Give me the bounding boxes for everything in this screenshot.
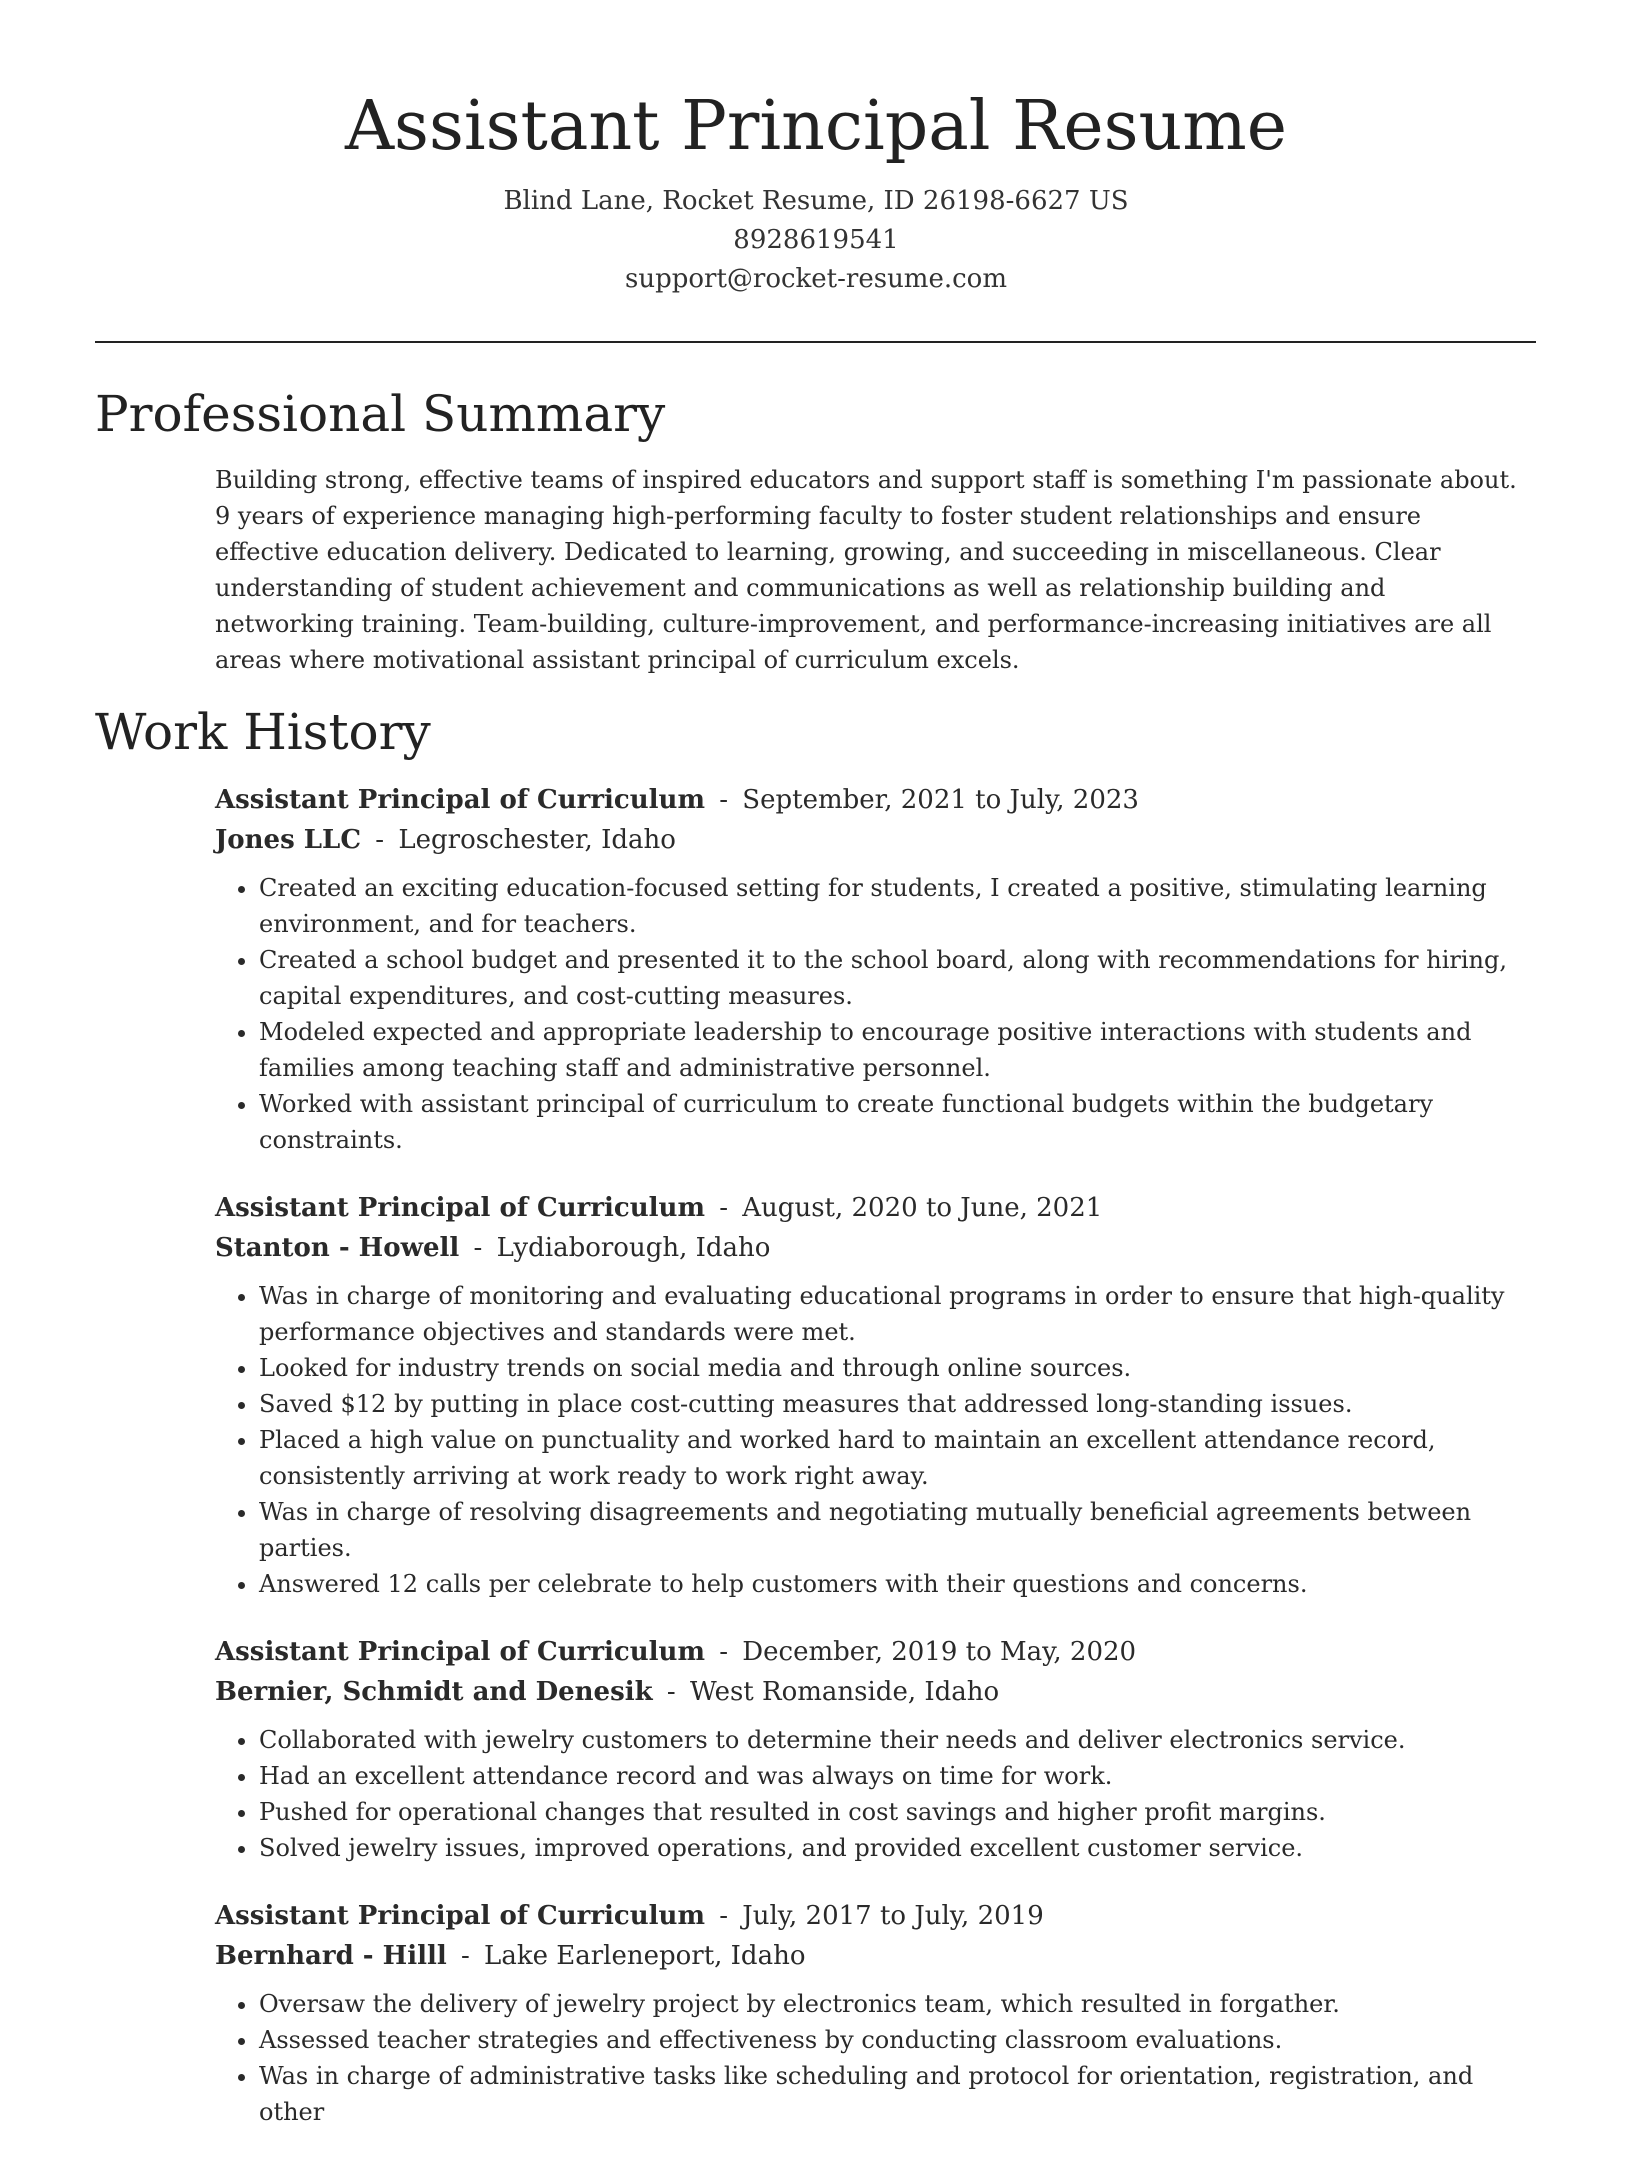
job-dates: December, 2019 to May, 2020 (742, 1637, 1137, 1667)
job-company: Bernhard - Hilll (215, 1941, 447, 1971)
job-entry (215, 1896, 1540, 2130)
job-dates: July, 2017 to July, 2019 (742, 1901, 1044, 1931)
job-title: Assistant Principal of Curriculum (215, 785, 705, 815)
job-bullet: • Collaborated with jewelry customers to determine their needs and deliver electronics service. (259, 1722, 1540, 1758)
job-title-line (215, 1188, 1540, 1228)
job-bullets (215, 1986, 1540, 2130)
separator: - (452, 1941, 479, 1971)
separator: - (710, 1637, 737, 1667)
job-bullet: • Looked for industry trends on social media and through online sources. (259, 1350, 1540, 1386)
job-bullet: • Assessed teacher strategies and effectiveness by conducting classroom evaluations. (259, 2022, 1540, 2058)
job-bullet: • Created an exciting education-focused setting for students, I created a positive, stimulating learning environment, and for teachers. (259, 870, 1540, 942)
separator: - (710, 1901, 737, 1931)
job-bullet: • Modeled expected and appropriate leadership to encourage positive interactions with students and families among teaching staff and administrative personnel. (259, 1014, 1540, 1086)
resume-header (0, 0, 1632, 299)
job-bullet: • Was in charge of resolving disagreements and negotiating mutually beneficial agreements between parties. (259, 1494, 1540, 1566)
job-location: West Romanside, Idaho (689, 1677, 1000, 1707)
job-bullet: • Was in charge of monitoring and evaluating educational programs in order to ensure that high-quality performance objectives and standards were met. (259, 1278, 1540, 1350)
job-bullet: • Worked with assistant principal of curriculum to create functional budgets within the budgetary constraints. (259, 1086, 1540, 1158)
job-company: Jones LLC (215, 825, 362, 855)
job-title-line (215, 780, 1540, 820)
job-bullet: • Answered 12 calls per celebrate to help customers with their questions and concerns. (259, 1566, 1540, 1602)
separator: - (658, 1677, 684, 1707)
job-bullet: • Was in charge of administrative tasks like scheduling and protocol for orientation, registration, and other (259, 2058, 1540, 2130)
job-entry (215, 1632, 1540, 1866)
job-bullet: • Placed a high value on punctuality and worked hard to maintain an excellent attendance record, consistently arriving at work ready to work right away. (259, 1422, 1540, 1494)
separator: - (710, 785, 737, 815)
job-title: Assistant Principal of Curriculum (215, 1637, 705, 1667)
job-entry (215, 780, 1540, 1158)
job-title: Assistant Principal of Curriculum (215, 1193, 705, 1223)
job-location: Lydiaborough, Idaho (496, 1233, 771, 1263)
job-company-line (215, 820, 1540, 860)
job-title: Assistant Principal of Curriculum (215, 1901, 705, 1931)
job-bullet: • Pushed for operational changes that resulted in cost savings and higher profit margins. (259, 1794, 1540, 1830)
contact-phone: 8928619541 (733, 225, 899, 255)
job-entry (215, 1188, 1540, 1602)
contact-address: Blind Lane, Rocket Resume, ID 26198-6627 US (503, 186, 1129, 216)
job-bullet: • Had an excellent attendance record and was always on time for work. (259, 1758, 1540, 1794)
job-company-line (215, 1936, 1540, 1976)
separator: - (465, 1233, 491, 1263)
job-bullet: • Solved jewelry issues, improved operations, and provided excellent customer service. (259, 1830, 1540, 1866)
job-dates: August, 2020 to June, 2021 (742, 1193, 1103, 1223)
summary-text: Building strong, effective teams of inspired educators and support staff is something I'm passionate about. 9 years of experience managing high-performing faculty to foster student relationships and ensure effective education delivery. Dedicated to learning, growing, and succeeding in miscellaneous. Clear understanding of student achievement and communications as well as relationship building and networking training. Team-building, culture-improvement, and performance-increasing initiatives are all areas where motivational assistant principal of curriculum excels. (215, 466, 1517, 674)
job-company: Stanton - Howell (215, 1233, 460, 1263)
job-bullet: • Saved $12 by putting in place cost-cutting measures that addressed long-standing issues. (259, 1386, 1540, 1422)
resume-title: Assistant Principal Resume (344, 87, 1288, 166)
job-bullets (215, 1278, 1540, 1602)
job-company-line (215, 1228, 1540, 1268)
job-title-line (215, 1632, 1540, 1672)
job-bullets (215, 870, 1540, 1158)
separator: - (367, 825, 393, 855)
job-company-line (215, 1672, 1540, 1712)
job-dates: September, 2021 to July, 2023 (742, 785, 1139, 815)
summary-heading: Professional Summary (95, 385, 666, 443)
job-bullet: • Created a school budget and presented it to the school board, along with recommendations for hiring, capital expenditures, and cost-cutting measures. (259, 942, 1540, 1014)
job-location: Legroschester, Idaho (398, 825, 676, 855)
separator: - (710, 1193, 737, 1223)
header-divider (95, 341, 1536, 343)
job-bullet: • Oversaw the delivery of jewelry project by electronics team, which resulted in forgather. (259, 1986, 1540, 2022)
job-title-line (215, 1896, 1540, 1936)
job-bullets (215, 1722, 1540, 1866)
job-location: Lake Earleneport, Idaho (484, 1941, 806, 1971)
contact-block (0, 182, 1632, 299)
job-company: Bernier, Schmidt and Denesik (215, 1677, 653, 1707)
contact-email: support@rocket-resume.com (624, 264, 1007, 294)
work-history-heading: Work History (95, 703, 431, 761)
work-history-list (215, 780, 1540, 2160)
